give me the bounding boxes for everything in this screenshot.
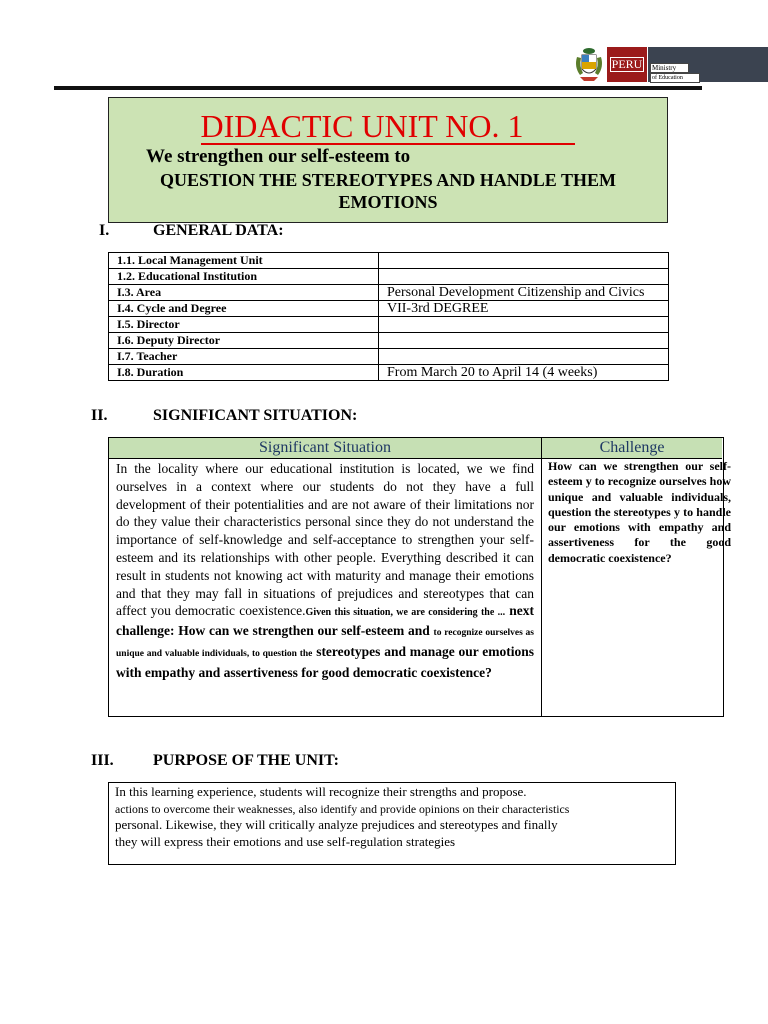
table-row	[109, 253, 669, 269]
general-data-table	[108, 252, 669, 381]
row-value: From March 20 to April 14 (4 weeks)	[379, 365, 669, 381]
table-row	[109, 301, 669, 317]
table-row	[109, 285, 669, 301]
subtitle-line-2: QUESTION THE STEREOTYPES AND HANDLE THEM	[160, 170, 616, 190]
subtitle-line-3: EMOTIONS	[338, 192, 438, 212]
section-number-3: III.	[91, 752, 114, 769]
situation-text-challenge-small: to recognize ourselves as unique and valuable individuals, to question the	[116, 628, 534, 659]
coat-of-arms-icon	[574, 47, 604, 83]
header-challenge: Challenge	[599, 439, 665, 456]
situation-text-challenge: next challenge: How can we strengthen our self-esteem and	[116, 603, 535, 639]
challenge-text: How can we strengthen our self-esteem y to recognize ourselves how unique and valuable individuals, question the stereotypes y to handle our emotions with empathy and assertiveness for the good democratic coexistence?	[548, 459, 731, 565]
row-value: Personal Development Citizenship and Civics	[379, 285, 669, 301]
table-row	[109, 365, 669, 381]
purpose-line-4: they will express their emotions and use self-regulation strategies	[115, 833, 456, 849]
table-row	[109, 317, 669, 333]
table-row	[109, 349, 669, 365]
peru-logo: PERU	[607, 47, 647, 82]
row-label: 1.2. Educational Institution	[109, 269, 379, 285]
row-value	[379, 333, 669, 349]
row-value	[379, 269, 669, 285]
subtitle-lines	[108, 169, 668, 213]
page-title: DIDACTIC UNIT NO. 1	[108, 108, 668, 145]
header-significant-situation: Significant Situation	[259, 439, 391, 456]
row-label: I.3. Area	[109, 285, 379, 301]
situation-text-challenge-end: stereotypes and manage our emotions with empathy and assertiveness for good democratic coexistence?	[116, 643, 535, 680]
table-row	[109, 269, 669, 285]
section-heading-general-data: GENERAL DATA:	[153, 222, 284, 239]
row-value: VII-3rd DEGREE	[379, 301, 669, 317]
row-label: I.8. Duration	[109, 365, 379, 381]
row-value	[379, 349, 669, 365]
row-label: I.7. Teacher	[109, 349, 379, 365]
purpose-line-2: actions to overcome their weaknesses, also identify and provide opinions on their characteristics	[115, 801, 570, 816]
section-number-1: I.	[99, 222, 110, 239]
situation-text-body: In the locality where our educational institution is located, we we find ourselves in a context where our students do not they have a full development of their potentialities and are not aware of their limitations nor do they value their characteristics personal since they do not understand the importance of self-knowledge and self-acceptance to strengthen your self-esteem and its relationships with other people. Everything described it can result in students not knowing act with maturity and manage their emotions and that they may fall in situations of prejudices and stereotypes that can affect you democratic coexistence.	[116, 461, 534, 619]
row-label: I.4. Cycle and Degree	[109, 301, 379, 317]
section-heading-purpose: PURPOSE OF THE UNIT:	[153, 752, 339, 769]
subtitle-line-1: We strengthen our self-esteem to	[146, 146, 411, 167]
row-label: I.6. Deputy Director	[109, 333, 379, 349]
ministry-label: Ministry	[650, 63, 689, 73]
situation-text-transition: Given this situation, we are considering the ...	[305, 607, 506, 619]
situation-text	[116, 460, 534, 682]
purpose-text	[115, 784, 643, 850]
row-value	[379, 253, 669, 269]
column-divider	[541, 438, 542, 716]
row-label: 1.1. Local Management Unit	[109, 253, 379, 269]
ministry-sublabel: of Education	[650, 73, 700, 83]
header-rule	[54, 86, 702, 90]
row-value	[379, 317, 669, 333]
section-heading-significant-situation: SIGNIFICANT SITUATION:	[153, 407, 358, 424]
section-number-2: II.	[91, 407, 108, 424]
purpose-line-3: personal. Likewise, they will critically analyze prejudices and stereotypes and finally	[115, 817, 558, 832]
table-row	[109, 333, 669, 349]
purpose-line-1: In this learning experience, students will recognize their strengths and propose.	[115, 784, 527, 799]
row-label: I.5. Director	[109, 317, 379, 333]
